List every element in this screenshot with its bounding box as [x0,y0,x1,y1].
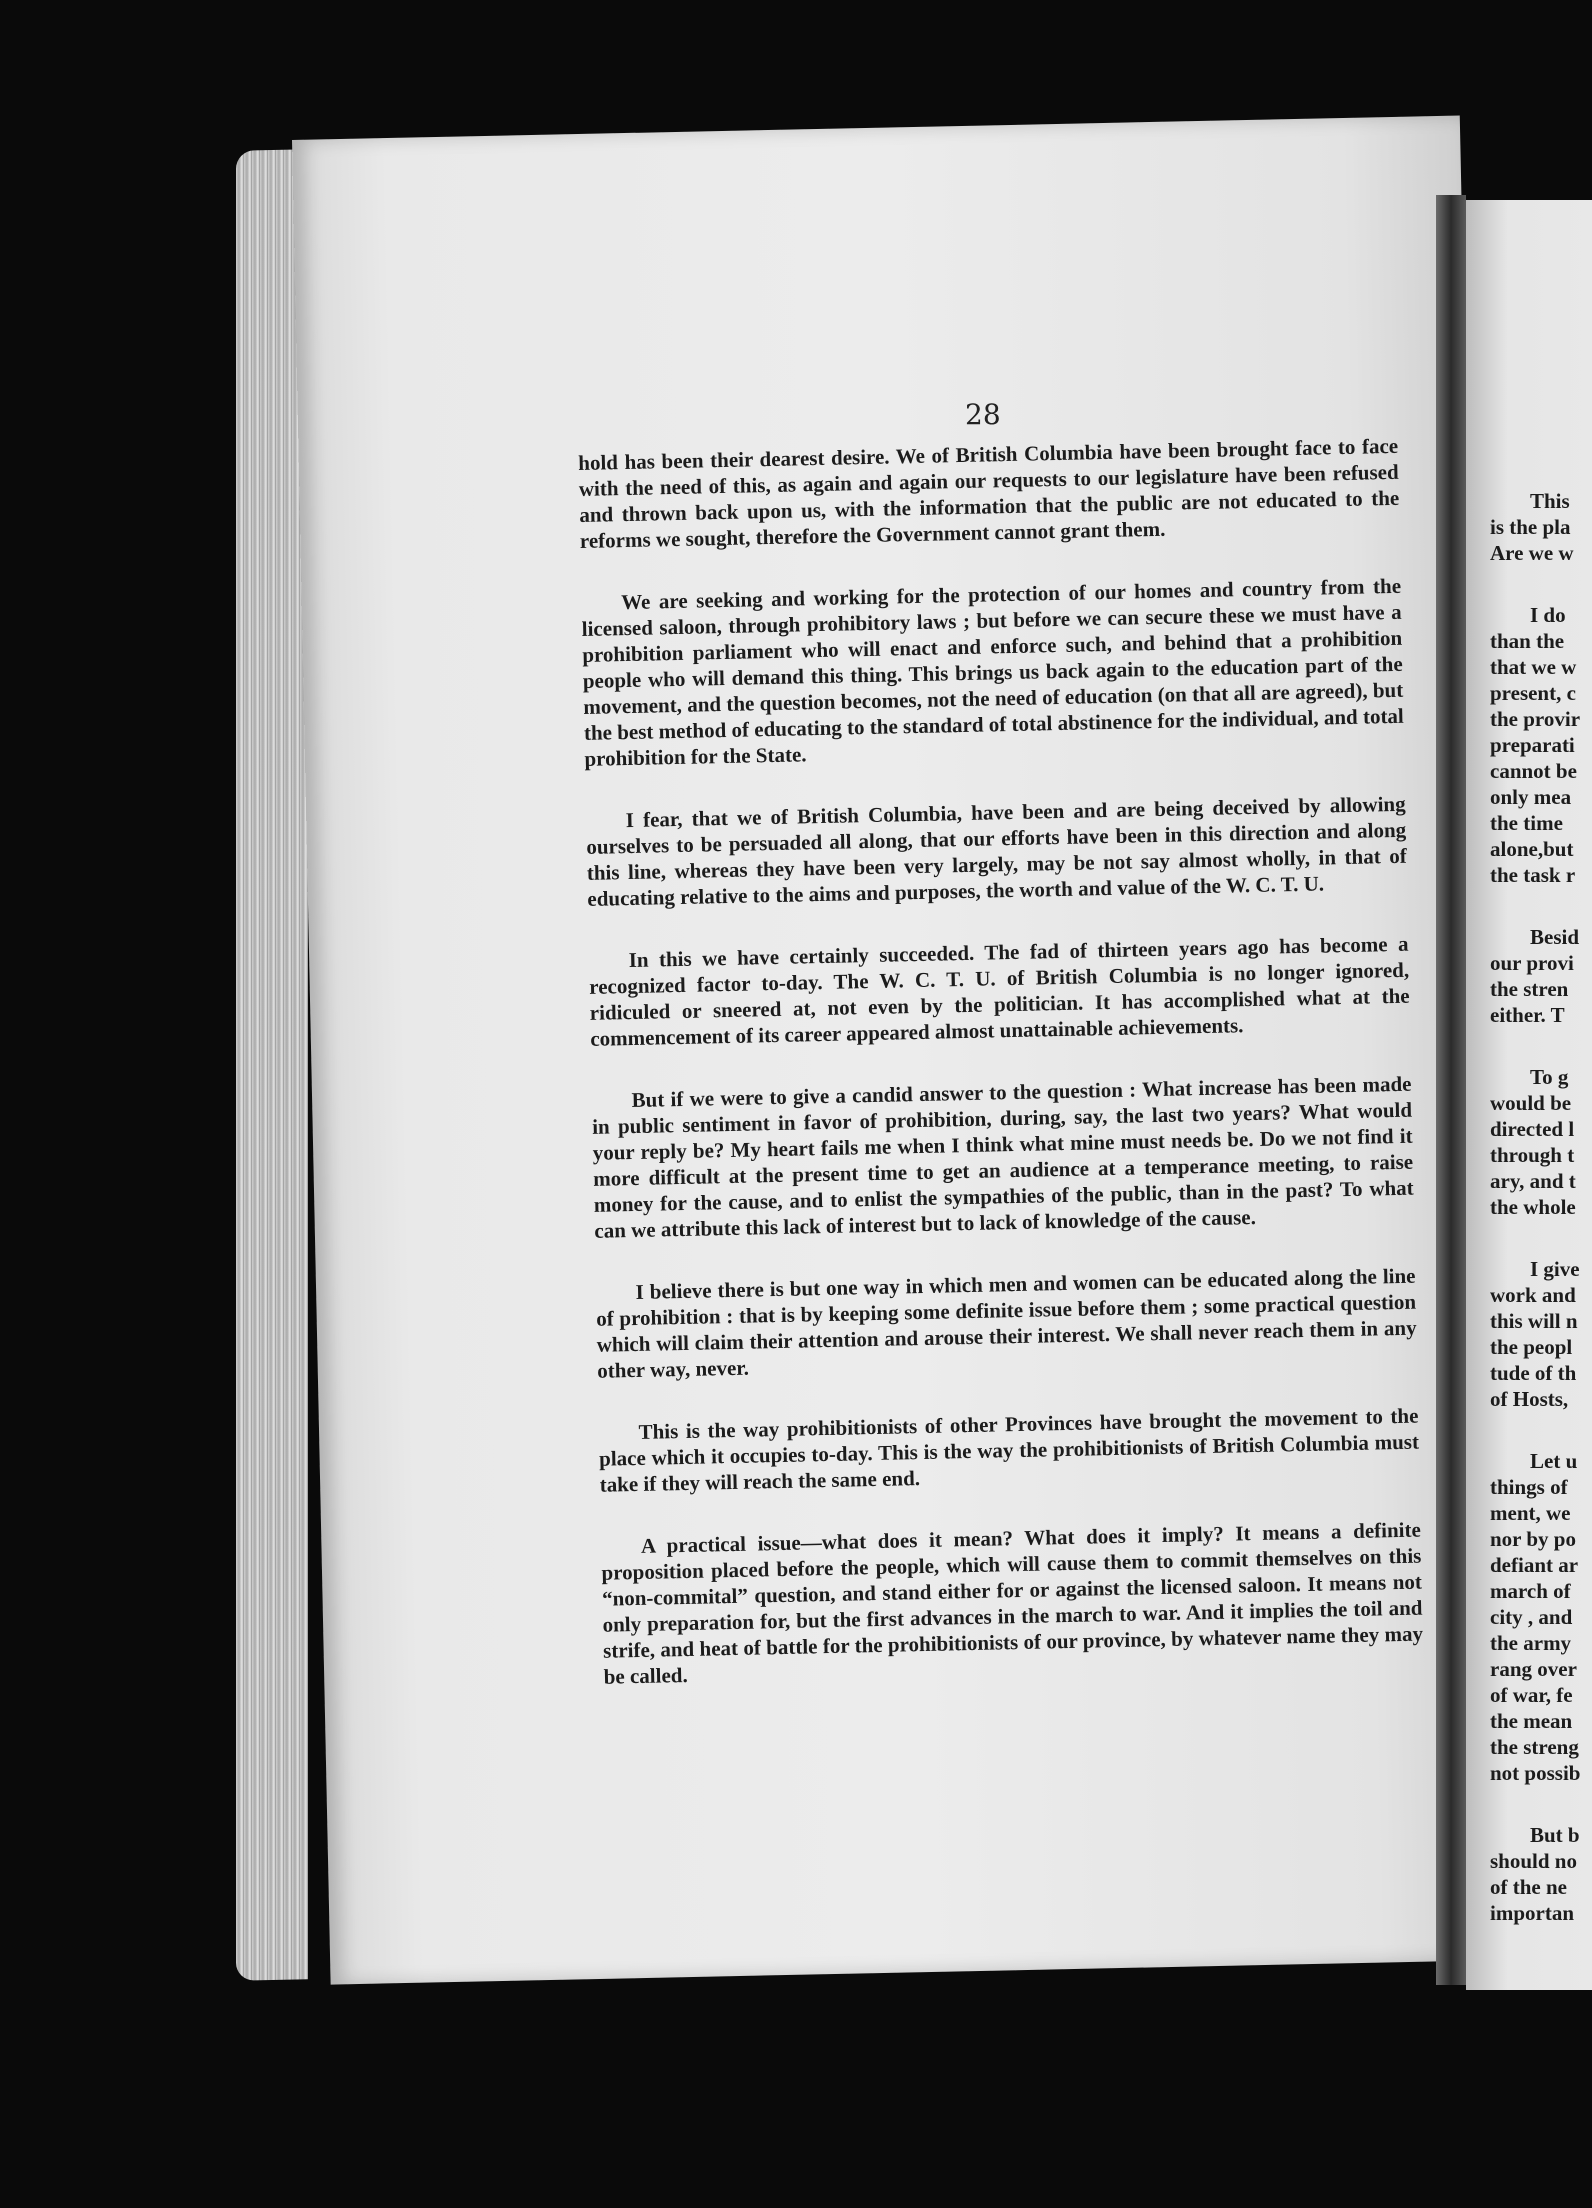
right-page-paragraph [1490,488,1592,566]
right-page-line: But b [1530,1823,1580,1847]
right-page-line: To g [1530,1065,1569,1089]
right-page-line: not possib [1490,1761,1581,1785]
right-page-line: our provi [1490,951,1574,975]
right-page-line: the army [1490,1631,1572,1655]
right-page-line: directed l [1490,1117,1575,1141]
paragraph: But if we were to give a candid answer to the question : What increase has been made in public sentiment in favor of prohibition, during, say, the last two years? What would your reply be? My heart fails me when I think what mine must needs be. Do we not find it more difficult at the present time to get an audience at a temperance meeting, to raise money for the cause, and to enlist the sympathies of the public, than in the past? To what can we attribute this lack of interest but to lack of knowledge of the cause. [591,1071,1414,1243]
right-page-line: the provir [1490,707,1581,731]
right-page-line: This [1530,489,1570,513]
right-page-paragraph [1490,1064,1592,1220]
paragraph: This is the way prohibitionists of other Provinces have brought the movement to the place which it occupies to-day. This is the way the prohibitionists of British Columbia must take if they will reach the same end. [598,1403,1420,1497]
right-page-line: nor by po [1490,1527,1576,1551]
right-page-line: Are we w [1490,541,1574,565]
right-page-line: march of [1490,1579,1571,1603]
right-page-line: tude of th [1490,1361,1577,1385]
right-page-paragraph [1490,1448,1592,1786]
right-page-paragraph [1490,924,1592,1028]
paragraph: I believe there is but one way in which men and women can be educated along the line of prohibition : that is by keeping some definite issue before them ; some practical question which will claim their attention and arouse their interest. We shall never reach them in any other way, never. [595,1263,1417,1383]
right-page-line: the peopl [1490,1335,1573,1359]
right-page-line: Besid [1530,925,1580,949]
right-page-line: only mea [1490,785,1572,809]
right-page-line: importan [1490,1901,1574,1925]
right-page-line: I do [1530,603,1566,627]
right-page-line: alone,but [1490,837,1574,861]
right-page-line: of war, fe [1490,1683,1573,1707]
right-page-line: the time [1490,811,1563,835]
right-page-line: city , and [1490,1605,1573,1629]
right-page-line: preparati [1490,733,1575,757]
right-page-line: of the ne [1490,1875,1567,1899]
book-gutter [1436,195,1466,1985]
right-page-line: the streng [1490,1735,1579,1759]
right-page-line: would be [1490,1091,1572,1115]
right-page-paragraph [1490,1256,1592,1412]
right-page-line: should no [1490,1849,1577,1873]
right-page-line: the stren [1490,977,1569,1001]
page-number: 28 [965,398,1001,431]
right-page-paragraph [1490,1822,1592,1926]
right-page-line: either. T [1490,1003,1565,1027]
right-page-line: of Hosts, [1490,1387,1569,1411]
right-page-line: work and [1490,1283,1576,1307]
paragraph: In this we have certainly succeeded. The fad of thirteen years ago has become a recognized factor to-day. The W. C. T. U. of British Columbia is no longer ignored, ridiculed or sneered at, not even by the politician. It has accomplished what at the commencement of its career appeared almost unattainable achievements. [588,931,1410,1051]
right-page-line: defiant ar [1490,1553,1579,1577]
left-page-text [578,433,1425,1726]
right-page-line: rang over [1490,1657,1577,1681]
right-page-line: this will n [1490,1309,1578,1333]
right-page-line: present, c [1490,681,1576,705]
paragraph: We are seeking and working for the protection of our homes and country from the licensed saloon, through prohibitory laws ; but before we can secure these we must have a prohibition parliament who will enact and enforce such, and behind that a prohibition people who will demand this thing. This brings us back again to the education part of the movement, and the question becomes, not the need of education (on that all are agreed), but the best method of educating to the standard of total abstinence for the individual, and total prohibition for the State. [581,573,1404,771]
paragraph: I fear, that we of British Columbia, have been and are being deceived by allowing ourselves to be persuaded all along, that our efforts have been in this direction and along this line, whereas they have been very largely, may be not say almost wholly, in that of educating relative to the aims and purposes, the worth and value of the W. C. T. U. [586,791,1407,911]
right-page-text [1490,488,1592,1962]
right-page-line: Let u [1530,1449,1578,1473]
right-page-line: through t [1490,1143,1575,1167]
right-page-paragraph [1490,602,1592,888]
right-page-line: cannot be [1490,759,1577,783]
right-page-line: things of [1490,1475,1568,1499]
paragraph: hold has been their dearest desire. We of British Columbia have been brought face to face with the need of this, as again and again our requests to our legislature have been refused and thrown back upon us, with the information that the public are not educated to the reforms we sought, therefore the Government cannot grant them. [578,433,1400,553]
right-page-line: I give [1530,1257,1580,1281]
right-page-line: the whole [1490,1195,1576,1219]
right-page-line: ary, and t [1490,1169,1576,1193]
paragraph: A practical issue—what does it mean? What does it imply? It means a definite proposition placed before the people, which will cause them to commit themselves on this “non-commital” question, and stand either for or against the licensed saloon. It means not only preparation for, but the first advances in the march to war. And it implies the toil and strife, and heat of battle for the prohibitionists of our province, by whatever name they may be called. [601,1517,1424,1689]
right-page-line: the mean [1490,1709,1573,1733]
right-page-line: that we w [1490,655,1577,679]
right-page-line: the task r [1490,863,1576,887]
right-page-line: is the pla [1490,515,1571,539]
right-page-line: ment, we [1490,1501,1571,1525]
right-page-line: than the [1490,629,1565,653]
